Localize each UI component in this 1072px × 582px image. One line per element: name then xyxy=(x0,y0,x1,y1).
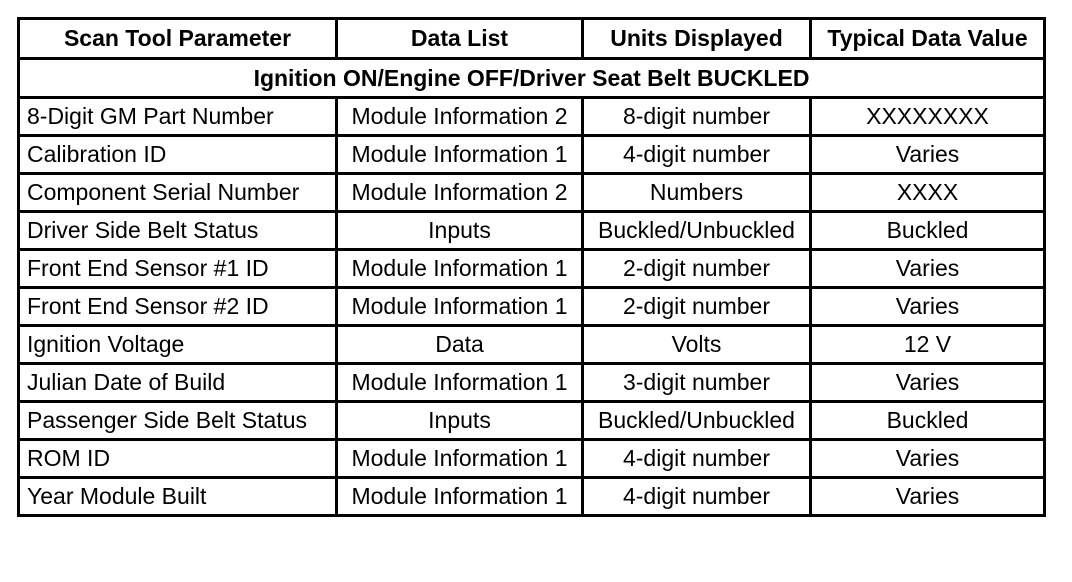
table-row xyxy=(19,440,1045,478)
cell-typical-value: Buckled xyxy=(811,212,1045,250)
cell-units: 3-digit number xyxy=(583,364,811,402)
cell-data-list: Inputs xyxy=(337,402,583,440)
table-row xyxy=(19,326,1045,364)
cell-typical-value: Varies xyxy=(811,440,1045,478)
cell-data-list: Inputs xyxy=(337,212,583,250)
cell-data-list: Module Information 1 xyxy=(337,478,583,516)
cell-units: Numbers xyxy=(583,174,811,212)
cell-units: Buckled/Unbuckled xyxy=(583,402,811,440)
cell-units: 4-digit number xyxy=(583,136,811,174)
table-row xyxy=(19,212,1045,250)
cell-typical-value: Varies xyxy=(811,250,1045,288)
table-row xyxy=(19,250,1045,288)
cell-parameter: Julian Date of Build xyxy=(19,364,337,402)
cell-data-list: Module Information 2 xyxy=(337,174,583,212)
cell-data-list: Module Information 1 xyxy=(337,364,583,402)
section-title: Ignition ON/Engine OFF/Driver Seat Belt BUCKLED xyxy=(19,59,1045,98)
cell-typical-value: 12 V xyxy=(811,326,1045,364)
header-scan-tool-parameter: Scan Tool Parameter xyxy=(19,19,337,59)
cell-typical-value: Varies xyxy=(811,136,1045,174)
table-row xyxy=(19,402,1045,440)
cell-parameter: Passenger Side Belt Status xyxy=(19,402,337,440)
cell-parameter: Calibration ID xyxy=(19,136,337,174)
cell-typical-value: XXXX xyxy=(811,174,1045,212)
cell-units: 4-digit number xyxy=(583,440,811,478)
cell-data-list: Module Information 1 xyxy=(337,136,583,174)
table-body xyxy=(19,98,1045,516)
cell-typical-value: Varies xyxy=(811,478,1045,516)
header-typical-data-value: Typical Data Value xyxy=(811,19,1045,59)
cell-typical-value: XXXXXXXX xyxy=(811,98,1045,136)
cell-data-list: Data xyxy=(337,326,583,364)
cell-units: Buckled/Unbuckled xyxy=(583,212,811,250)
cell-units: 8-digit number xyxy=(583,98,811,136)
cell-parameter: Driver Side Belt Status xyxy=(19,212,337,250)
table-row xyxy=(19,136,1045,174)
header-data-list: Data List xyxy=(337,19,583,59)
cell-typical-value: Varies xyxy=(811,288,1045,326)
cell-parameter: Front End Sensor #2 ID xyxy=(19,288,337,326)
scan-tool-data-table xyxy=(17,17,1046,517)
cell-typical-value: Varies xyxy=(811,364,1045,402)
cell-parameter: Component Serial Number xyxy=(19,174,337,212)
table-row xyxy=(19,288,1045,326)
cell-units: 2-digit number xyxy=(583,250,811,288)
header-row xyxy=(19,19,1045,59)
cell-typical-value: Buckled xyxy=(811,402,1045,440)
cell-units: Volts xyxy=(583,326,811,364)
cell-parameter: Ignition Voltage xyxy=(19,326,337,364)
cell-data-list: Module Information 1 xyxy=(337,250,583,288)
cell-data-list: Module Information 1 xyxy=(337,440,583,478)
cell-parameter: ROM ID xyxy=(19,440,337,478)
cell-parameter: Year Module Built xyxy=(19,478,337,516)
header-units-displayed: Units Displayed xyxy=(583,19,811,59)
cell-parameter: 8-Digit GM Part Number xyxy=(19,98,337,136)
cell-data-list: Module Information 1 xyxy=(337,288,583,326)
table-row xyxy=(19,364,1045,402)
table-row xyxy=(19,478,1045,516)
table-row xyxy=(19,98,1045,136)
cell-data-list: Module Information 2 xyxy=(337,98,583,136)
section-row xyxy=(19,59,1045,98)
cell-parameter: Front End Sensor #1 ID xyxy=(19,250,337,288)
cell-units: 4-digit number xyxy=(583,478,811,516)
cell-units: 2-digit number xyxy=(583,288,811,326)
table-row xyxy=(19,174,1045,212)
